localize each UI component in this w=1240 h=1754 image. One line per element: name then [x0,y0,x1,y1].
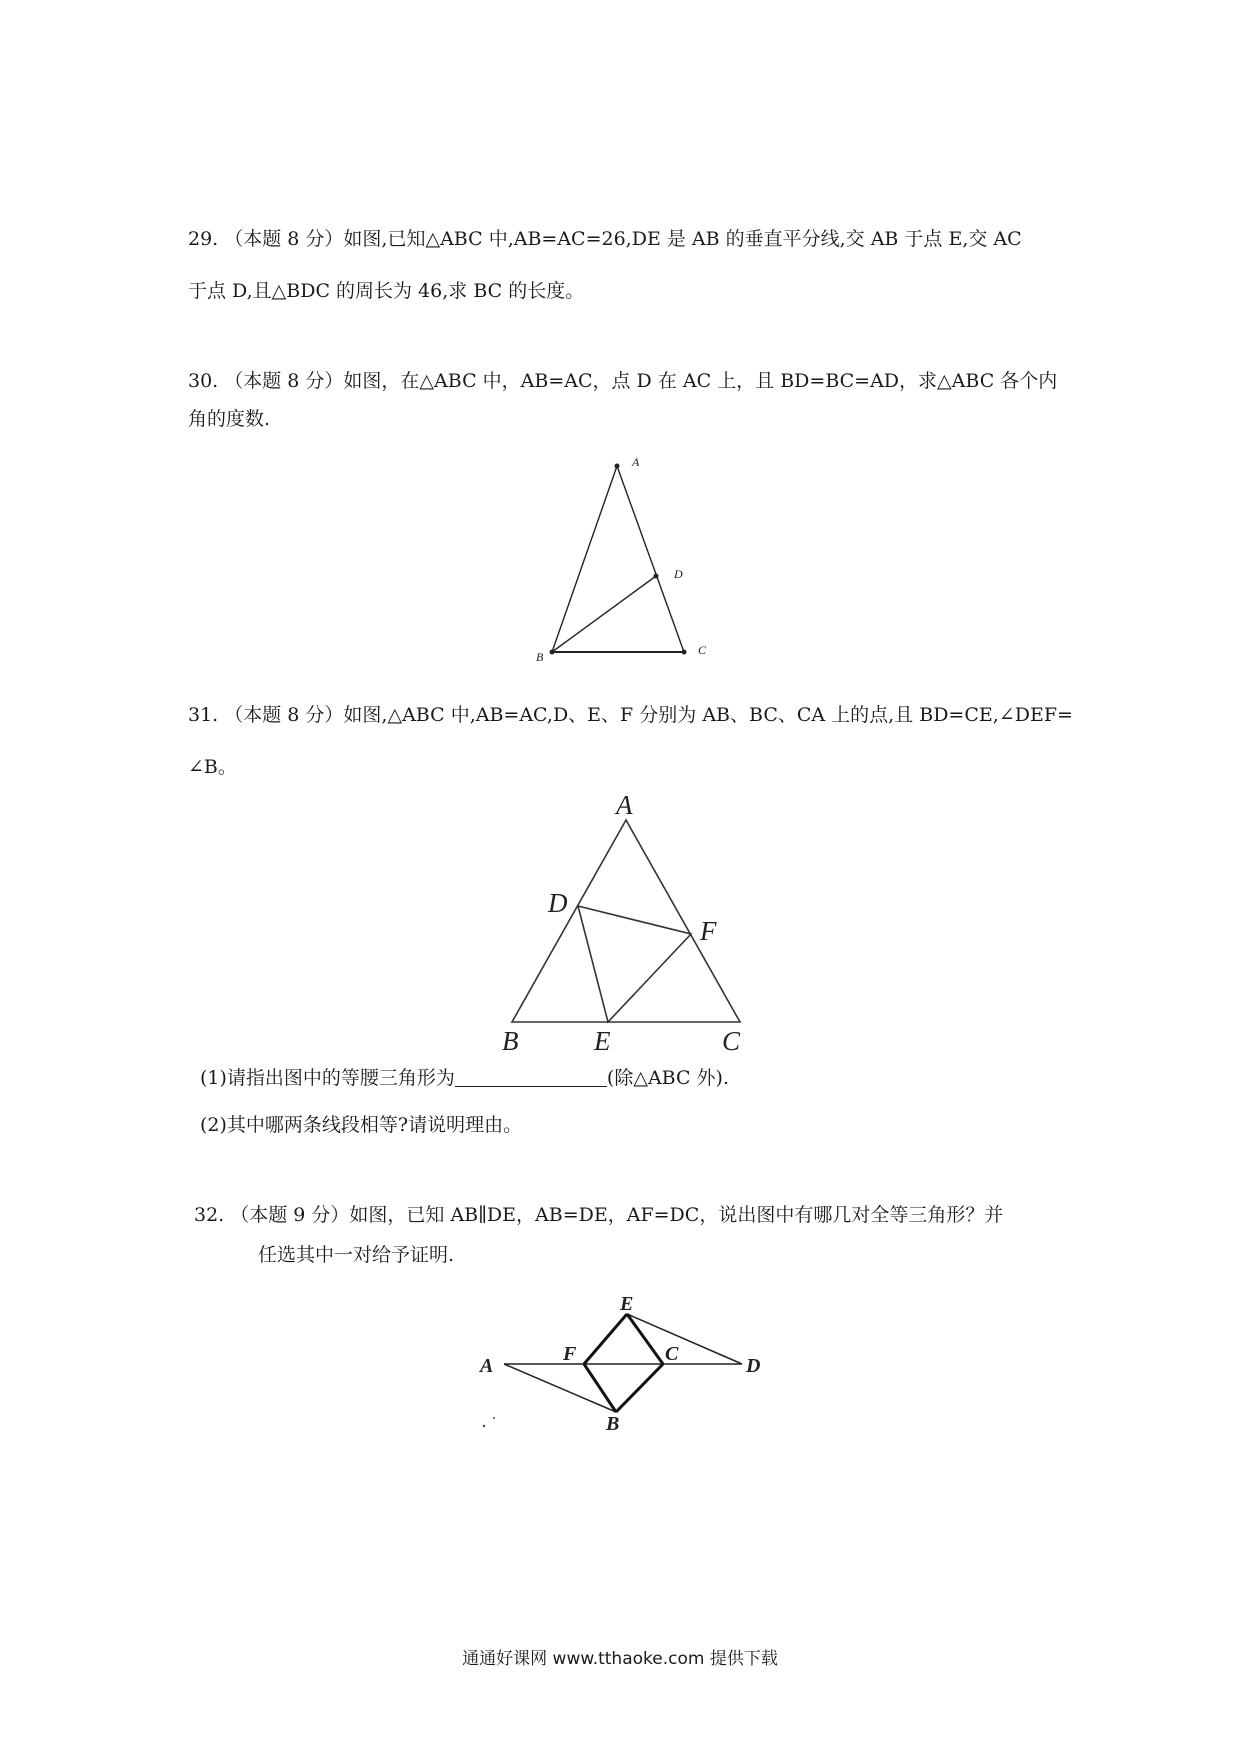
page-footer: 通通好课网 www.tthaoke.com 提供下载 [462,1649,778,1669]
q32-bold-lines [584,1314,663,1412]
q31-label-c: C [722,1026,741,1056]
q32-label-c: C [665,1343,679,1365]
q30-line1: 30. （本题 8 分）如图，在△ABC 中，AB=AC，点 D 在 AC 上，且 BD=BC=AD，求△ABC 各个内 [188,370,1058,392]
q32-line1: 32. （本题 9 分）如图，已知 AB∥DE，AB=DE，AF=DC，说出图中有哪几对全等三角形？并 [194,1204,1004,1226]
q31-sub2: (2)其中哪两条线段相等?请说明理由。 [200,1114,523,1136]
q32-label-f: F [563,1343,577,1365]
q31-sub1-suffix: (除△ABC 外). [606,1067,730,1089]
q31-label-d: D [548,888,568,918]
q30-label-c: C [698,643,707,657]
q30-label-b: B [536,650,544,664]
q32-line2: 任选其中一对给予证明. [258,1244,455,1266]
q29-line1: 29. （本题 8 分）如图,已知△ABC 中,AB=AC=26,DE 是 AB 的垂直平分线,交 AB 于点 E,交 AC [188,228,1022,250]
q32-thin-lines [504,1314,742,1412]
q32-label-a: A [480,1355,494,1377]
q30-label-d: D [674,567,683,581]
q32-label-e: E [620,1293,634,1315]
q31-label-f: F [700,916,717,946]
q30-label-a: A [632,455,640,469]
q31-label-b: B [502,1026,519,1056]
q31-line1: 31. （本题 8 分）如图,△ABC 中,AB=AC,D、E、F 分别为 AB、BC、CA 上的点,且 BD=CE,∠DEF= [188,704,1073,726]
scan-specks [483,1417,495,1427]
q32-label-b: B [606,1413,620,1435]
q31-sub1-prefix: (1)请指出图中的等腰三角形为 [200,1067,455,1089]
q31-line2: ∠B。 [188,756,237,778]
q29-line2: 于点 D,且△BDC 的周长为 46,求 BC 的长度。 [188,280,585,302]
q31-label-e: E [594,1026,611,1056]
q31-label-a: A [616,790,633,820]
q30-line2: 角的度数. [188,408,271,430]
q32-label-d: D [746,1355,761,1377]
